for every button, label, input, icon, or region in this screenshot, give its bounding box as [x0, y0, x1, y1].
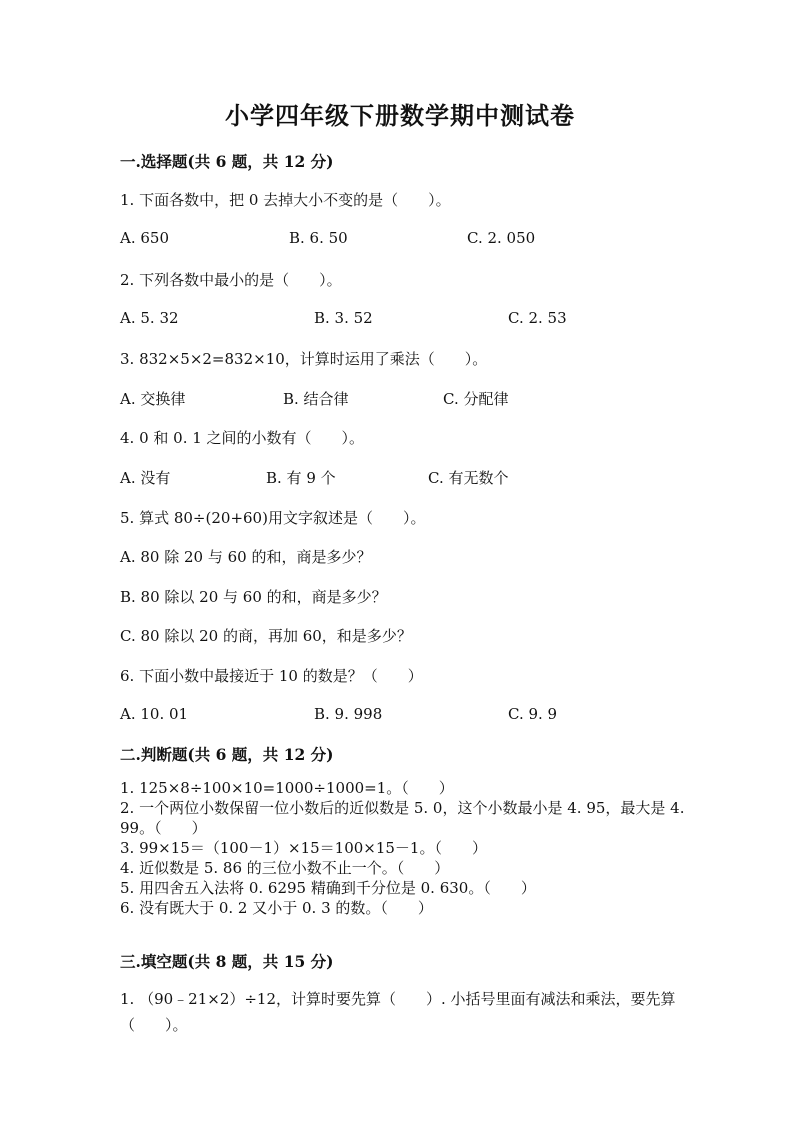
list-item: 2. 一个两位小数保留一位小数后的近似数是 5. 0，这个小数最小是 4. 95，最大是 4. 99。（ ） [120, 799, 685, 837]
option-6b: B. 9. 998 [314, 705, 383, 723]
option-2c: C. 2. 53 [508, 309, 567, 327]
list-item: 4. 近似数是 5. 86 的三位小数不止一个。（ ） [120, 859, 450, 877]
section-heading-true-false: 二.判断题(共 6 题，共 12 分) [120, 745, 334, 764]
fill-blank-question-1: 1. （90﹣21×2）÷12，计算时要先算（ ）. 小括号里面有减法和乘法，要先算（ ）。 [120, 990, 676, 1034]
option-2b: B. 3. 52 [314, 309, 373, 327]
option-2a: A. 5. 32 [120, 309, 179, 327]
list-item: 3. 99×15＝（100－1）×15＝100×15－1。（ ） [120, 839, 487, 857]
question-6: 6. 下面小数中最接近于 10 的数是？（ ） [120, 667, 423, 685]
question-3: 3. 832×5×2=832×10，计算时运用了乘法（ ）。 [120, 350, 488, 368]
option-1b: B. 6. 50 [289, 229, 348, 247]
option-5b: B. 80 除以 20 与 60 的和，商是多少？ [120, 588, 387, 606]
true-false-list [120, 778, 685, 918]
list-item: 5. 用四舍五入法将 0. 6295 精确到千分位是 0. 630。（ ） [120, 879, 536, 897]
option-1a: A. 650 [120, 229, 169, 247]
option-4b: B. 有 9 个 [266, 469, 336, 487]
section-heading-choice: 一.选择题(共 6 题，共 12 分) [120, 152, 334, 171]
option-5c: C. 80 除以 20 的商，再加 60，和是多少？ [120, 627, 412, 645]
option-4a: A. 没有 [120, 469, 171, 487]
question-2: 2. 下列各数中最小的是（ ）。 [120, 271, 342, 289]
list-item: 6. 没有既大于 0. 2 又小于 0. 3 的数。（ ） [120, 899, 433, 917]
option-3c: C. 分配律 [443, 390, 509, 408]
section-heading-fill-blank: 三.填空题(共 8 题，共 15 分) [120, 952, 334, 971]
option-3a: A. 交换律 [120, 390, 186, 408]
question-4: 4. 0 和 0. 1 之间的小数有（ ）。 [120, 429, 365, 447]
question-5: 5. 算式 80÷(20+60)用文字叙述是（ ）。 [120, 509, 426, 527]
option-5a: A. 80 除 20 与 60 的和，商是多少？ [120, 548, 372, 566]
option-6a: A. 10. 01 [120, 705, 189, 723]
list-item: 1. 125×8÷100×10=1000÷1000=1。（ ） [120, 779, 454, 797]
option-1c: C. 2. 050 [467, 229, 536, 247]
question-1: 1. 下面各数中，把 0 去掉大小不变的是（ ）。 [120, 191, 451, 209]
option-3b: B. 结合律 [283, 390, 349, 408]
page-title: 小学四年级下册数学期中测试卷 [225, 101, 575, 130]
option-6c: C. 9. 9 [508, 705, 558, 723]
option-4c: C. 有无数个 [428, 469, 509, 487]
